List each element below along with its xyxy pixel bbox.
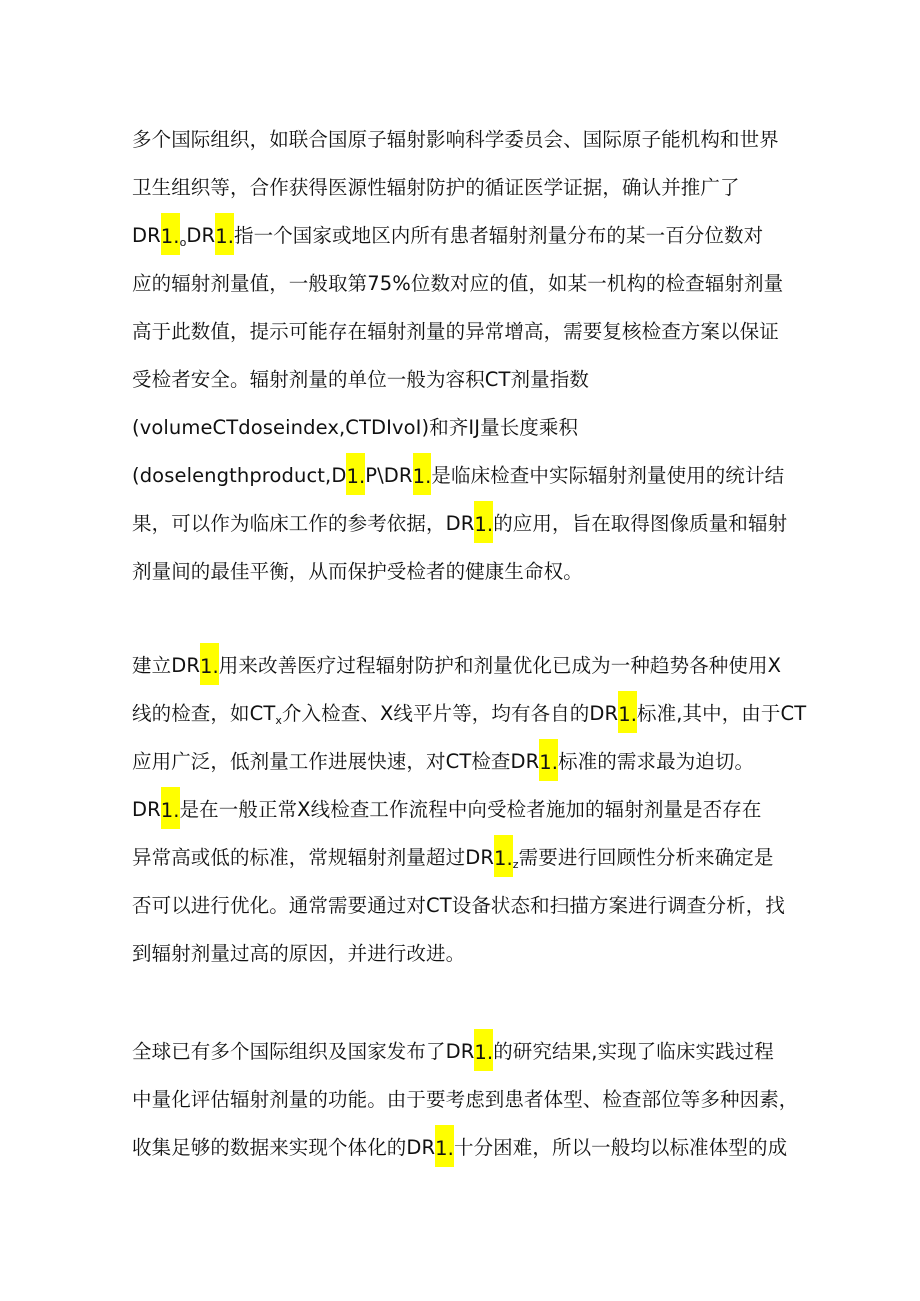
text-segment: 的应用，旨在取得图像质量和辐射	[493, 512, 788, 535]
text-line	[132, 404, 812, 452]
highlighted-text: 1.	[215, 213, 234, 255]
highlighted-text: 1.	[413, 453, 432, 495]
text-segment: 剂量间的最佳平衡，从而保护受检者的健康生命权。	[132, 560, 583, 583]
text-line	[132, 116, 812, 164]
text-segment: 应用广泛，低剂量工作进展快速，对CT检查DR	[132, 750, 540, 773]
text-segment: 应的辐射剂量值，一般取第75%位数对应的值，如某一机构的检查辐射剂量	[132, 272, 784, 295]
highlighted-text: 1.	[474, 1029, 493, 1071]
text-segment: 需要进行回顾性分析来确定是	[518, 846, 774, 869]
text-segment: 指一个国家或地区内所有患者辐射剂量分布的某一百分位数对	[234, 224, 764, 247]
text-line	[132, 548, 812, 596]
text-segment: 否可以进行优化。通常需要通过对CT设备状态和扫描方案进行调查分析，找	[132, 894, 785, 917]
highlighted-text: 1.	[435, 1125, 454, 1167]
highlighted-text: 1.	[494, 835, 513, 877]
text-segment: DR	[132, 224, 161, 247]
highlighted-text: 1.	[200, 643, 219, 685]
highlighted-text: 1.	[346, 453, 365, 495]
text-line	[132, 212, 812, 260]
text-segment: 十分困难，所以一般均以标准体型的成	[453, 1136, 788, 1159]
text-line	[132, 308, 812, 356]
text-segment: DR	[186, 224, 216, 247]
text-segment: 介入检查、X线平片等，均有各自的DR	[281, 702, 619, 725]
text-line	[132, 1028, 812, 1076]
text-line	[132, 164, 812, 212]
text-line	[132, 834, 812, 882]
text-segment: 到辐射剂量过高的原因，并进行改进。	[132, 942, 466, 965]
text-segment: 是在一般正常X线检查工作流程中向受检者施加的辐射剂量是否存在	[179, 798, 762, 821]
subscript-text: z	[512, 858, 519, 871]
text-segment: 的研究结果,实现了临床实践过程	[493, 1040, 774, 1063]
text-line	[132, 786, 812, 834]
text-line	[132, 930, 812, 978]
text-line	[132, 1124, 812, 1172]
text-segment: 中量化评估辐射剂量的功能。由于要考虑到患者体型、检查部位等多种因素，	[132, 1088, 799, 1111]
text-segment: (volumeCTdoseindex,CTDIvoI)和齐IJ量长度乘积	[132, 416, 579, 439]
text-segment: P\DR	[365, 464, 413, 487]
paragraph-3	[132, 1028, 812, 1172]
text-segment: 用来改善医疗过程辐射防护和剂量优化已成为一种趋势各种使用X	[218, 654, 782, 677]
paragraph-1	[132, 116, 812, 596]
text-segment: 收集足够的数据来实现个体化的DR	[132, 1136, 436, 1159]
highlighted-text: 1.	[539, 739, 558, 781]
subscript-text: x	[275, 714, 282, 727]
text-segment: 建立DR	[132, 654, 200, 677]
text-segment: 受检者安全。辐射剂量的单位一般为容积CT剂量指数	[132, 368, 589, 391]
text-segment: 高于此数值，提示可能存在辐射剂量的异常增高，需要复核检查方案以保证	[132, 320, 779, 343]
text-line	[132, 500, 812, 548]
text-segment: 多个国际组织，如联合国原子辐射影响科学委员会、国际原子能机构和世界	[132, 128, 779, 151]
highlighted-text: 1.	[618, 691, 637, 733]
text-line	[132, 738, 812, 786]
text-segment: (doselengthproduct,D	[132, 464, 347, 487]
text-segment: 标准的需求最为迫切。	[558, 750, 755, 773]
subscript-text: o	[179, 236, 187, 249]
text-segment: DR	[132, 798, 161, 821]
text-line	[132, 642, 812, 690]
text-segment: 果，可以作为临床工作的参考依据，DR	[132, 512, 475, 535]
text-line	[132, 356, 812, 404]
text-segment: 卫生组织等，合作获得医源性辐射防护的循证医学证据，确认并推广了	[132, 176, 740, 199]
text-segment: 异常高或低的标准，常规辐射剂量超过DR	[132, 846, 494, 869]
paragraph-2	[132, 642, 812, 978]
text-line	[132, 882, 812, 930]
text-line	[132, 1076, 812, 1124]
text-line	[132, 260, 812, 308]
text-line	[132, 690, 812, 738]
text-segment: 标准,其中，由于CT	[637, 702, 807, 725]
text-segment: 是临床检查中实际辐射剂量使用的统计结	[431, 464, 785, 487]
highlighted-text: 1.	[161, 213, 180, 255]
text-line	[132, 452, 812, 500]
text-segment: 线的检查，如CT	[132, 702, 276, 725]
text-segment: 全球已有多个国际组织及国家发布了DR	[132, 1040, 475, 1063]
highlighted-text: 1.	[474, 501, 493, 543]
highlighted-text: 1.	[161, 787, 180, 829]
